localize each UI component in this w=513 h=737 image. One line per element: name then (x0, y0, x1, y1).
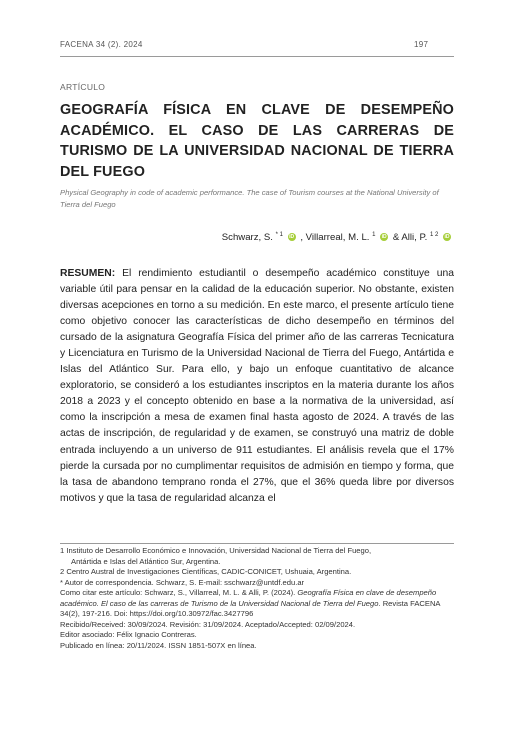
published-note: Publicado en línea: 20/11/2024. ISSN 1851-507X en línea. (60, 640, 257, 650)
affiliation-2: 2 Centro Austral de Investigaciones Científicas, CADIC-CONICET, Ushuaia, Argentina. (60, 567, 352, 576)
citation-title: Geografía Física en clave de desempeño académico. El caso de las carreras de Turismo de la Universidad Nacional de Tierra del Fuego (60, 588, 437, 608)
orcid-icon[interactable]: iD (381, 234, 387, 241)
author-affiliation: 1 (372, 231, 376, 238)
article-title: GEOGRAFÍA FÍSICA EN CLAVE DE DESEMPEÑO ACADÉMICO. EL CASO DE LAS CARRERAS DE TURISMO DE LA UNIVERSIDAD NACIONAL DE TIERRA DEL FUEGO (60, 102, 454, 180)
correspondence-note: * Autor de correspondencia. Schwarz, S. E-mail: sschwarz@untdf.edu.ar (60, 577, 305, 587)
author-list (222, 232, 453, 243)
author-name: , Villarreal, M. L. (300, 232, 370, 243)
journal-header: FACENA 34 (2). 2024 (60, 40, 143, 49)
section-label: ARTÍCULO (60, 82, 106, 92)
affiliation-1-continued: Antártida e Islas del Atlántico Sur, Argentina. (71, 556, 221, 566)
article-subtitle-english: Physical Geography in code of academic performance. The case of Tourism courses at the National University of Tierra del Fuego (60, 188, 439, 209)
abstract-text: El rendimiento estudiantil o desempeño académico constituye una variable útil para pensar en la calidad de la educación superior. No obstante, existen diversas acepciones en torno a su medición. En este marco, el presente artículo tiene como objetivo conocer las características de dicho desempeño en términos del cursado de la asignatura Geografía Física del primer año de las carreras Tecnicatura y Licenciatura en Turismo de la Universidad Nacional de Tierra del Fuego, Antártida e Islas del Atlántico Sur. Para ello, y bajo un enfoque cuantitativo de alcance exploratorio, se consideró a los estudiantes inscriptos en la materia durante los años 2018 a 2023 y el concepto obtenido en base a la normativa de la universidad, así como la inscripción a mesa de examen final hasta agosto de 2024. A través de las actas de inscripción, de regularidad y de examen, se construyó una matriz de doble entrada incluyendo a un universo de 911 estudiantes. El análisis revela que el 17% pierde la cursada por no cumplimentar requisitos de admisión en tiempo y forma, que la tasa de abandono temprano ronda el 27%, que el 36% queda libre por diversos motivos y que la tasa de regularidad alcanza el (60, 268, 454, 504)
citation-prefix: Como citar este artículo: Schwarz, S., Villarreal, M. L. & Alli, P. (2024). (60, 588, 298, 597)
editor-note: Editor asociado: Félix Ignacio Contreras. (60, 630, 197, 639)
author-name: Schwarz, S. (221, 232, 273, 243)
abstract-label: RESUMEN: (60, 268, 116, 279)
author-affiliation: 1 2 (429, 231, 439, 238)
abstract-paragraph (60, 266, 454, 507)
dates-note: Recibido/Received: 30/09/2024. Revisión: 31/09/2024. Aceptado/Accepted: 02/09/2024. (60, 619, 356, 629)
footnotes (60, 546, 454, 651)
page-number: 197 (414, 40, 429, 49)
orcid-icon[interactable]: iD (289, 234, 295, 241)
footnote-rule (60, 543, 454, 544)
header-rule (60, 56, 454, 57)
orcid-icon[interactable]: iD (444, 234, 450, 241)
citation-suffix[interactable]: . Revista FACENA 34(2), 197-216. Doi: https://doi.org/10.30972/fac.3427796 (60, 598, 441, 618)
affiliation-1: 1 Instituto de Desarrollo Económico e Innovación, Universidad Nacional de Tierra del Fuego, (60, 546, 372, 555)
author-affiliation: * 1 (275, 231, 283, 238)
citation (60, 588, 454, 620)
author-name: & Alli, P. (392, 232, 428, 243)
